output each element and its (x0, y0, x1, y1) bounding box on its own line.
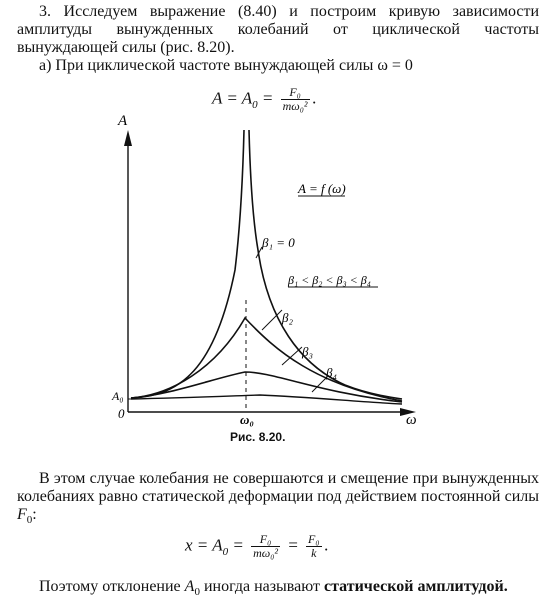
paragraph-explanation: В этом случае колебания не совершаются и смещение при вынужденных колебаниях равно статической деформации под действием постоянной силы $F_0$: (17, 470, 539, 527)
formula1-fraction: $\frac{\text{F₀}}{\text{mω₀²}}$ (282, 85, 308, 113)
y-axis (124, 130, 132, 412)
y-axis-label: A (118, 113, 128, 129)
beta3-label: β₃ (302, 344, 313, 359)
a0-label: A₀ (112, 389, 124, 403)
x-axis-label: ω (406, 412, 417, 428)
omega0-label: ω₀ (240, 412, 254, 427)
intro-text: 3. Исследуем выражение (8.40) и построим кривую зависимости амплитуды вынужденных колебаний от циклической частоты вынуждающей силы (рис. 8.20). (17, 3, 539, 56)
beta1-label: β₁ = 0 (262, 235, 295, 250)
origin-label: 0 (118, 406, 125, 421)
curve-beta1 (131, 130, 402, 399)
function-label: A = f (ω) (298, 181, 346, 196)
beta2-label: β₂ (282, 310, 293, 325)
case-a-text: а) При циклической частоте вынуждающей силы ω = 0 (39, 57, 413, 74)
formula-static-amplitude: $A = A_0$ = $\frac{\text{F₀}}{\text{mω₀²}}$ . (212, 85, 317, 113)
formula2-fraction-2: $\frac{\text{F₀}}{k}$ (308, 532, 320, 560)
x-axis (128, 408, 416, 416)
formula-static-deformation: $x = A_0$ = $\frac{\text{F₀}}{\text{mω₀²}}$ = $\frac{\text{F₀}}{k}$ . (185, 532, 329, 560)
inequality-label: β₁ < β₂ < β₃ < β₄ (288, 273, 371, 287)
paragraph-conclusion: Поэтому отклонение $A_0$ иногда называют статической амплитудой. (39, 578, 508, 599)
formula2-fraction-1: $\frac{\text{F₀}}{\text{mω₀²}}$ (253, 532, 279, 560)
beta4-label: β₄ (326, 365, 337, 380)
figure-caption: Рис. 8.20. (230, 430, 286, 444)
static-amplitude-term: статической амплитудой. (323, 578, 508, 595)
